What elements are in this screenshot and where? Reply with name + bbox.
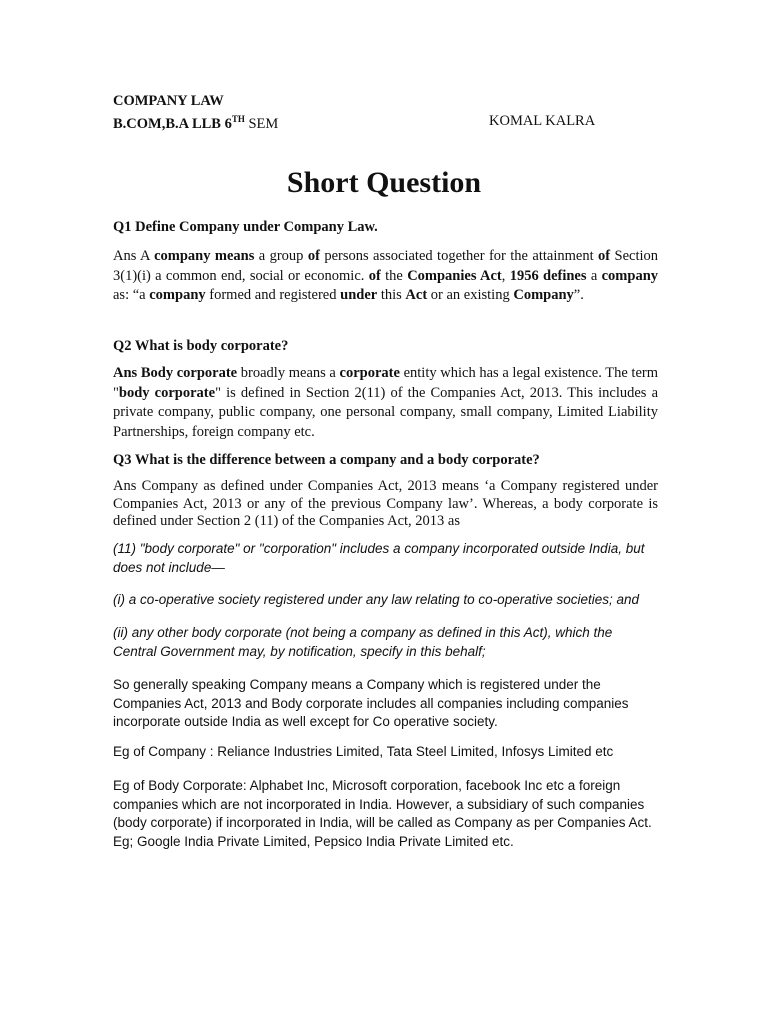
answer-text-run: " is defined in Section 2(11) of the Companies Act, 2013. This includes a private company, public company, one personal company, small company, Limited Liability Partnerships, foreign company etc. — [113, 384, 659, 440]
course-name: B.COM,B.A LLB 6 — [113, 115, 232, 132]
summary-paragraph: So generally speaking Company means a Company which is registered under the Companies Act, 2013 and Body corporate includes all companies including companies incorporate outside India as well except for Co operative society. — [113, 677, 629, 729]
answer-text-run: Companies Act — [407, 267, 502, 284]
answer-text-run: , — [501, 267, 510, 284]
page-title: Short Question — [286, 166, 482, 199]
answer-text-run: this — [377, 287, 406, 303]
answer-text-run: Ans Body corporate — [113, 365, 238, 381]
answer-text-run: or an existing — [427, 287, 514, 303]
question-1: Q1 Define Company under Company Law. — [113, 219, 378, 235]
answer-text-run: as: “a — [113, 287, 150, 303]
subject-heading: COMPANY LAW — [113, 93, 224, 109]
quote-clause-i: (i) a co-operative society registered under any law relating to co-operative societies; and — [113, 592, 640, 607]
answer-text-run: ”. — [573, 287, 584, 303]
answer-text-run: 1956 defines — [509, 267, 587, 284]
answer-3: Ans Company as defined under Companies Act, 2013 means ‘a Company registered under Companies Act, 2013 or any of the previous Company law’. Whereas, a body corporate is defined under Section 2 (11) of the Companies Act, 2013 as — [113, 478, 658, 529]
company-examples: Eg of Company : Reliance Industries Limited, Tata Steel Limited, Infosys Limited etc — [113, 744, 614, 759]
answer-text-run: formed and registered — [205, 287, 341, 303]
answer-text-run: corporate — [339, 365, 400, 381]
answer-2 — [113, 364, 658, 442]
answer-text-run: broadly means a — [237, 365, 340, 381]
answer-1 — [113, 247, 658, 306]
answer-text-run: the — [380, 267, 408, 284]
question-2: Q2 What is body corporate? — [113, 338, 289, 354]
answer-text-run: of — [307, 248, 320, 264]
author-name: KOMAL KALRA — [489, 113, 596, 129]
course-superscript: TH — [231, 114, 245, 124]
answer-text-run: of — [598, 248, 611, 264]
answer-text-run: persons associated together for the attainment — [319, 248, 599, 264]
answer-text-run: under — [340, 287, 378, 303]
answer-text-run: Section 3(1)(i) a common end, social or economic. — [113, 248, 659, 284]
course-tail: SEM — [244, 115, 279, 132]
answer-text-run: a group — [254, 248, 308, 264]
answer-text-run: entity which has a legal existence. The term " — [113, 365, 658, 401]
quote-section-2-11: (11) "body corporate" or "corporation" includes a company incorporated outside India, but does not include— — [113, 541, 645, 575]
body-corporate-examples: Eg of Body Corporate: Alphabet Inc, Microsoft corporation, facebook Inc etc a foreign companies which are not incorporated in India. However, a subsidiary of such companies (body corporate) if incorporated in India, will be called as Company as per Companies Act. Eg; Google India Private Limited, Pepsico India Private Limited etc. — [113, 778, 652, 849]
answer-text-run: Company — [513, 287, 574, 303]
answer-text-run: Ans A — [113, 248, 155, 264]
question-3: Q3 What is the difference between a company and a body corporate? — [113, 452, 540, 468]
answer-text-run: company means — [154, 248, 255, 264]
quote-clause-ii: (ii) any other body corporate (not being a company as defined in this Act), which the Central Government may, by notification, specify in this behalf; — [113, 625, 613, 659]
answer-text-run: of — [368, 267, 381, 284]
answer-text-run: company — [601, 267, 659, 284]
answer-text-run: body corporate — [118, 384, 216, 401]
answer-text-run: a — [586, 267, 602, 284]
answer-text-run: Act — [405, 287, 428, 303]
answer-text-run: company — [149, 287, 206, 303]
